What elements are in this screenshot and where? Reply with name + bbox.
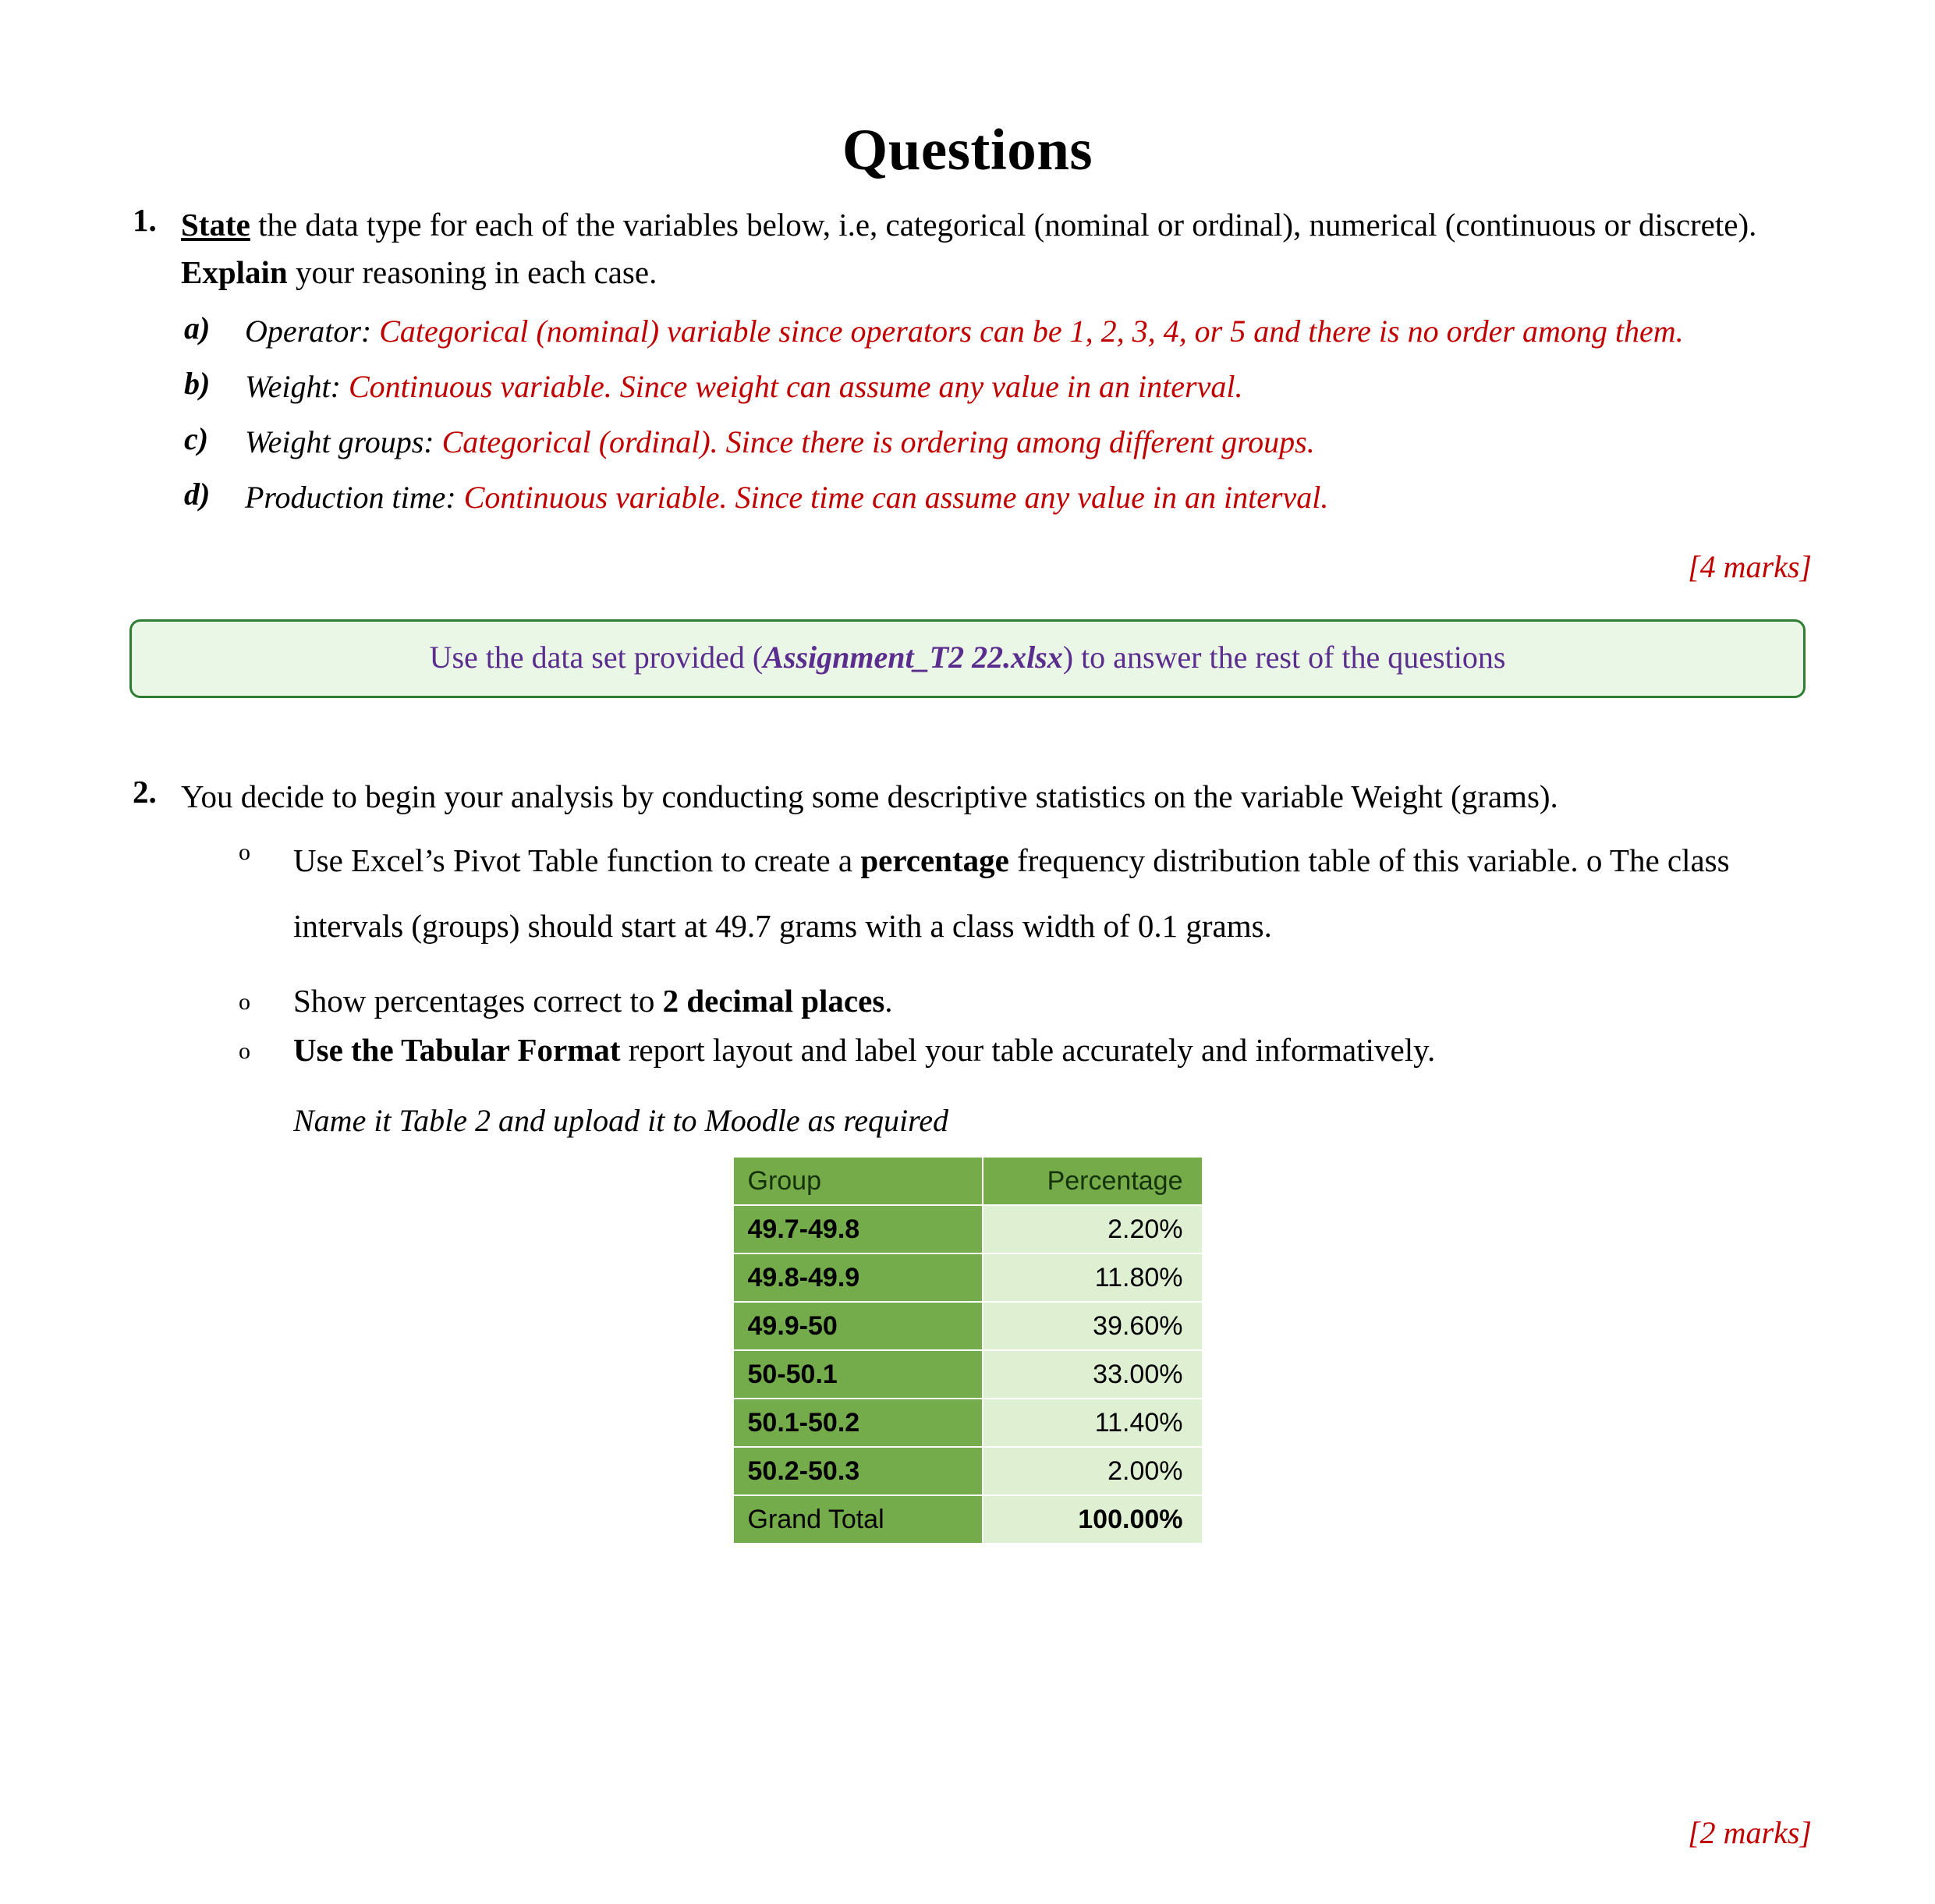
table-row bbox=[733, 1302, 1203, 1350]
table-naming-instruction: Name it Table 2 and upload it to Moodle as required bbox=[293, 1103, 948, 1139]
bullet-marker: o bbox=[239, 1038, 250, 1065]
cell-group: 49.7-49.8 bbox=[733, 1205, 983, 1253]
bullet-marker: o bbox=[239, 989, 250, 1016]
cell-group: 50.1-50.2 bbox=[733, 1399, 983, 1447]
callout-file-name: Assignment_T2 22.xlsx bbox=[763, 639, 1063, 675]
question-1-sub-list bbox=[92, 310, 1843, 519]
callout-text-after: ) to answer the rest of the questions bbox=[1062, 639, 1506, 675]
table-row bbox=[733, 1205, 1203, 1253]
dataset-callout bbox=[129, 619, 1806, 698]
question-1-text bbox=[181, 201, 1843, 296]
bullet-text bbox=[293, 1026, 1843, 1075]
list-item bbox=[92, 977, 1843, 1026]
sub-item-prompt: Production time: bbox=[245, 479, 464, 515]
cell-grand-total-value: 100.00% bbox=[983, 1495, 1203, 1544]
sub-item-answer: Categorical (ordinal). Since there is ordering among different groups. bbox=[441, 424, 1315, 459]
table-header-row bbox=[733, 1157, 1203, 1205]
cell-percentage: 33.00% bbox=[983, 1350, 1203, 1399]
question-2-bullet-list bbox=[92, 828, 1843, 1076]
sub-item-prompt: Operator: bbox=[245, 314, 380, 349]
bullet-bold-a: Use the Tabular Format bbox=[293, 1032, 621, 1069]
cell-percentage: 11.80% bbox=[983, 1253, 1203, 1302]
question-2-marks: [2 marks] bbox=[1688, 1815, 1812, 1850]
page-title: Questions bbox=[842, 118, 1093, 183]
list-item bbox=[92, 476, 1843, 520]
sub-item-text bbox=[245, 310, 1843, 354]
column-header-percentage: Percentage bbox=[983, 1157, 1203, 1205]
table-row bbox=[733, 1253, 1203, 1302]
table-total-row bbox=[733, 1495, 1203, 1544]
table-header bbox=[733, 1157, 1203, 1205]
list-item bbox=[92, 310, 1843, 354]
bullet-text-b: report layout and label your table accurately and informatively. bbox=[620, 1032, 1436, 1069]
table-row bbox=[733, 1350, 1203, 1399]
bullet-text-b: frequency distribution table of this variable. o The class intervals (groups) should start at 49.7 grams with a class width of 0.1 grams. bbox=[293, 842, 1730, 945]
list-item bbox=[92, 1026, 1843, 1076]
sub-item-text bbox=[245, 420, 1843, 465]
question-2-text: You decide to begin your analysis by conducting some descriptive statistics on the variable Weight (grams). bbox=[181, 778, 1558, 814]
sub-item-answer: Continuous variable. Since time can assume any value in an interval. bbox=[463, 479, 1329, 515]
cell-percentage: 11.40% bbox=[983, 1399, 1203, 1447]
question-1-lead-rest: the data type for each of the variables below, i.e, categorical (nominal or ordinal), numerical (continuous or discrete). bbox=[250, 207, 1757, 243]
bullet-text-a: Use Excel’s Pivot Table function to create a bbox=[293, 842, 861, 879]
bullet-text-b: . bbox=[884, 983, 893, 1019]
callout-text-before: Use the data set provided ( bbox=[429, 639, 764, 675]
question-1-number: 1. bbox=[133, 202, 157, 238]
sub-item-letter: d) bbox=[184, 476, 211, 512]
cell-grand-total-label: Grand Total bbox=[733, 1495, 983, 1544]
column-header-group: Group bbox=[733, 1157, 983, 1205]
cell-group: 50-50.1 bbox=[733, 1350, 983, 1399]
question-2-number: 2. bbox=[133, 773, 157, 810]
list-item bbox=[92, 420, 1843, 465]
cell-percentage: 2.20% bbox=[983, 1205, 1203, 1253]
sub-item-text bbox=[245, 365, 1843, 410]
table-row bbox=[733, 1447, 1203, 1495]
question-1-marks: [4 marks] bbox=[1688, 548, 1812, 584]
sub-item-text bbox=[245, 476, 1843, 520]
sub-item-answer: Categorical (nominal) variable since operators can be 1, 2, 3, 4, or 5 and there is no order among them. bbox=[379, 314, 1684, 349]
list-item bbox=[92, 365, 1843, 410]
table-body bbox=[733, 1205, 1203, 1544]
cell-percentage: 39.60% bbox=[983, 1302, 1203, 1350]
question-1-keyword-explain: Explain bbox=[181, 254, 288, 290]
bullet-text-a: Show percentages correct to bbox=[293, 983, 663, 1019]
sub-item-answer: Continuous variable. Since weight can assume any value in an interval. bbox=[348, 369, 1243, 405]
cell-group: 49.8-49.9 bbox=[733, 1253, 983, 1302]
cell-percentage: 2.00% bbox=[983, 1447, 1203, 1495]
bullet-bold-a: percentage bbox=[860, 842, 1009, 879]
list-item bbox=[92, 828, 1843, 959]
question-1-keyword-state: State bbox=[181, 207, 250, 243]
question-1-lead-rest2: your reasoning in each case. bbox=[287, 254, 657, 290]
bullet-bold-a: 2 decimal places bbox=[662, 983, 885, 1019]
bullet-text bbox=[293, 828, 1843, 959]
sub-item-prompt: Weight groups: bbox=[245, 424, 442, 459]
sub-item-letter: a) bbox=[184, 310, 211, 346]
table-row bbox=[733, 1399, 1203, 1447]
cell-group: 50.2-50.3 bbox=[733, 1447, 983, 1495]
pivot-table-wrapper bbox=[92, 1156, 1843, 1544]
cell-group: 49.9-50 bbox=[733, 1302, 983, 1350]
sub-item-letter: b) bbox=[184, 366, 211, 402]
bullet-marker: o bbox=[239, 839, 250, 866]
question-1 bbox=[92, 201, 1843, 296]
sub-item-prompt: Weight: bbox=[245, 369, 349, 405]
sub-item-letter: c) bbox=[184, 420, 209, 456]
bullet-text bbox=[293, 977, 1843, 1026]
percentage-frequency-table bbox=[732, 1156, 1203, 1544]
question-2 bbox=[92, 773, 1843, 821]
